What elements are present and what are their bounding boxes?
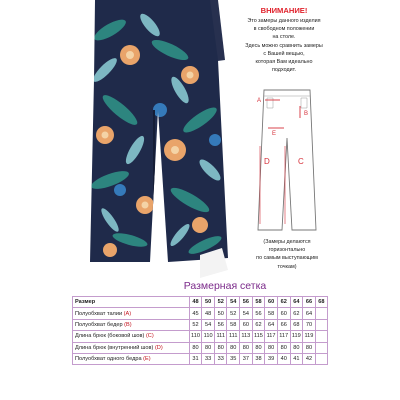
- table-cell: 33: [214, 353, 227, 364]
- size-cell: 60: [265, 297, 278, 308]
- table-cell: 35: [227, 353, 240, 364]
- row-marker: (C): [145, 333, 154, 340]
- table-cell: 62: [252, 319, 265, 330]
- size-cell: 62: [277, 297, 290, 308]
- table-cell: 56: [252, 308, 265, 319]
- table-cell: 52: [227, 308, 240, 319]
- table-cell: 37: [240, 353, 253, 364]
- marker-c: C: [298, 157, 304, 166]
- measurement-diagram: [252, 86, 322, 236]
- table-cell: 38: [252, 353, 265, 364]
- notice-line: с Вашей вещью,: [263, 50, 305, 57]
- row-label: [73, 308, 190, 319]
- table-cell: 58: [265, 308, 278, 319]
- size-cell: 54: [227, 297, 240, 308]
- table-cell: [315, 331, 327, 342]
- table-cell: 80: [189, 342, 202, 353]
- table-cell: 64: [303, 308, 316, 319]
- table-cell: 68: [290, 319, 303, 330]
- table-cell: 80: [277, 342, 290, 353]
- notice-line: Здесь можно сравнить замеры: [245, 42, 323, 49]
- table-cell: 80: [252, 342, 265, 353]
- row-label-text: Длина брюк (внутренний шов): [75, 344, 154, 351]
- size-header-label: Размер: [73, 297, 190, 308]
- table-cell: 50: [214, 308, 227, 319]
- table-cell: 117: [277, 331, 290, 342]
- table-cell: [315, 353, 327, 364]
- size-cell: 58: [252, 297, 265, 308]
- table-cell: 119: [290, 331, 303, 342]
- marker-d: D: [264, 157, 270, 166]
- notice-line: подходит.: [272, 67, 296, 74]
- table-cell: 45: [189, 308, 202, 319]
- size-cell: 68: [315, 297, 327, 308]
- size-header-row: [73, 297, 328, 308]
- size-cell: 66: [303, 297, 316, 308]
- table-cell: 110: [202, 331, 215, 342]
- row-label: [73, 353, 190, 364]
- table-cell: 113: [240, 331, 253, 342]
- table-cell: 39: [265, 353, 278, 364]
- row-marker: (A): [123, 310, 132, 317]
- row-marker: (D): [154, 344, 163, 351]
- table-cell: 54: [202, 319, 215, 330]
- table-cell: 42: [303, 353, 316, 364]
- row-label-text: Полуобхват бедер: [75, 321, 123, 328]
- marker-b: B: [304, 111, 309, 117]
- table-cell: 70: [303, 319, 316, 330]
- floral-trousers-illustration: [50, 0, 232, 282]
- table-cell: [315, 319, 327, 330]
- marker-e: E: [272, 131, 277, 137]
- row-label: [73, 342, 190, 353]
- note-line: по самым выступающим: [256, 255, 318, 262]
- size-cell: 50: [202, 297, 215, 308]
- row-label: [73, 331, 190, 342]
- row-marker: (B): [124, 321, 132, 328]
- notice-line: на столе.: [272, 34, 296, 41]
- note-line: точкам): [277, 263, 297, 270]
- row-marker: (E): [143, 356, 151, 363]
- table-cell: 64: [265, 319, 278, 330]
- table-cell: 111: [214, 331, 227, 342]
- size-cell: 48: [189, 297, 202, 308]
- table-cell: 60: [240, 319, 253, 330]
- size-chart-title: Размерная сетка: [183, 280, 267, 292]
- table-cell: 80: [265, 342, 278, 353]
- size-chart: [72, 279, 328, 395]
- measurement-note: [244, 238, 330, 271]
- table-cell: 48: [202, 308, 215, 319]
- table-cell: 80: [303, 342, 316, 353]
- table-cell: 66: [277, 319, 290, 330]
- note-line: горизонтально: [268, 247, 306, 254]
- table-cell: 117: [265, 331, 278, 342]
- table-row: [73, 353, 328, 364]
- table-cell: 60: [277, 308, 290, 319]
- size-table: [72, 296, 328, 365]
- table-cell: 41: [290, 353, 303, 364]
- table-cell: 80: [240, 342, 253, 353]
- row-label-text: Полуобхват талии: [75, 310, 123, 317]
- table-row: [73, 308, 328, 319]
- table-cell: 33: [202, 353, 215, 364]
- table-cell: 80: [214, 342, 227, 353]
- row-label: [73, 319, 190, 330]
- size-cell: 64: [290, 297, 303, 308]
- table-cell: 31: [189, 353, 202, 364]
- table-cell: 110: [189, 331, 202, 342]
- table-cell: 58: [227, 319, 240, 330]
- product-photo: [50, 0, 232, 282]
- table-cell: 111: [227, 331, 240, 342]
- table-cell: [315, 342, 327, 353]
- notice-line: которая Вам идеально: [255, 59, 313, 66]
- table-cell: 119: [303, 331, 316, 342]
- row-label-text: Полуобхват одного бедра: [75, 356, 142, 363]
- notice-line: Это замеры данного изделия: [247, 18, 321, 24]
- size-cell: 52: [214, 297, 227, 308]
- notice-block: [230, 6, 338, 74]
- notice-line: в свободном положении: [253, 26, 315, 33]
- table-cell: 52: [189, 319, 202, 330]
- table-cell: 80: [290, 342, 303, 353]
- table-cell: 62: [290, 308, 303, 319]
- table-row: [73, 342, 328, 353]
- table-cell: 54: [240, 308, 253, 319]
- marker-a: A: [257, 98, 262, 104]
- table-cell: 80: [227, 342, 240, 353]
- trousers-outline-diagram: [252, 86, 322, 236]
- table-cell: [315, 308, 327, 319]
- table-cell: 115: [252, 331, 265, 342]
- table-cell: 40: [277, 353, 290, 364]
- table-row: [73, 331, 328, 342]
- table-cell: 56: [214, 319, 227, 330]
- table-row: [73, 319, 328, 330]
- row-label-text: Длина брюк (боковой шов): [75, 333, 145, 340]
- size-cell: 56: [240, 297, 253, 308]
- table-cell: 80: [202, 342, 215, 353]
- note-line: (Замеры делаются: [263, 239, 311, 245]
- notice-heading: ВНИМАНИЕ!: [260, 6, 308, 15]
